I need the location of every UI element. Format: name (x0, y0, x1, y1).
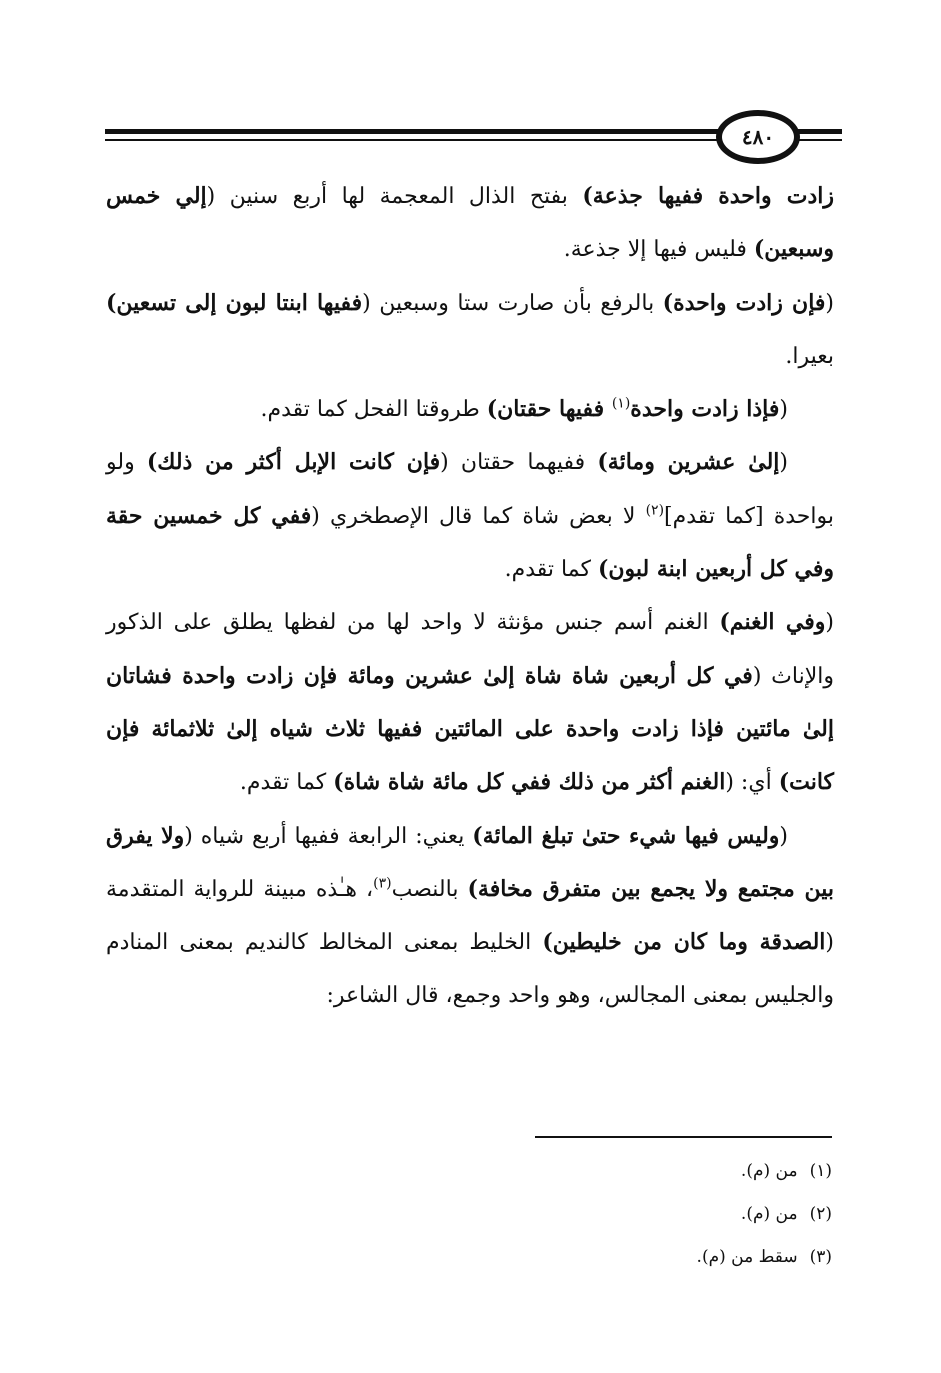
footnote-marker: (٣) (373, 875, 392, 892)
footnote-text: من (م). (740, 1161, 798, 1181)
bold-text: إلي خمس وسبعين) (106, 183, 834, 263)
paragraph (106, 436, 834, 596)
text-segment: كما تقدم. (504, 557, 598, 583)
bold-text: وليس فيها شيء حتىٰ تبلغ المائة) (472, 822, 780, 849)
text-segment: ، هـٰذه مبينة للرواية المتقدمة ( (106, 876, 835, 956)
text-segment: أي: ( (725, 770, 779, 796)
paragraph (106, 170, 834, 277)
footnote (500, 1236, 832, 1279)
bold-text: ففيها ابنتا لبون إلى تسعين) (106, 289, 363, 316)
bold-text: إلىٰ عشرين ومائة) (597, 449, 780, 476)
text-segment: ففيهما حقتان ( (440, 450, 598, 476)
footnote-marker: (١) (611, 395, 631, 412)
text-segment: فليس فيها إلا جذعة. (563, 237, 754, 263)
page-number: ٤٨٠ (741, 125, 775, 149)
footnote-text: سقط من (م). (696, 1247, 798, 1267)
text-segment: الغنم أسم جنس مؤنثة لا واحد لها من لفظها يطلق على الذكور والإناث ( (106, 610, 834, 689)
bold-text: ففيها حقتان) (486, 396, 612, 423)
bold-text: في كل أربعين شاة شاة إلىٰ عشرين ومائة فإن زادت واحدة فشاتان إلىٰ مائتين فإذا زادت واحدة على المائتين ففيها ثلاث شياه إلىٰ ثلاثمائة فإن كانت) (106, 662, 834, 796)
paragraph (106, 810, 834, 1023)
text-segment: بعيرا. (785, 343, 834, 369)
footnote-marker: (٢) (645, 502, 665, 519)
bold-text: فإذا زادت واحدة (630, 396, 780, 423)
bold-text: فإن زادت واحدة) (662, 289, 826, 316)
text-segment: بالنصب (391, 876, 468, 902)
text-segment: لا بعض شاة كما قال الإصطخري ( (311, 503, 646, 529)
text-segment: ولو بواحدة [كما تقدم] (106, 450, 834, 529)
bold-text: فإن كانت الإبل أكثر من ذلك) (146, 449, 441, 476)
text-segment: ( (825, 290, 835, 316)
footnote (500, 1193, 832, 1236)
bold-text: الغنم أكثر من ذلك ففي كل مائة شاة شاة) (333, 769, 726, 796)
footnote-number: (٣) (809, 1247, 832, 1267)
bold-text: الصدقة وما كان من خليطين) (542, 929, 826, 956)
bold-text: زادت واحدة ففيها جذعة) (582, 183, 834, 209)
paragraph (106, 383, 834, 436)
text-segment: ( (779, 450, 789, 476)
text-segment: الخليط بمعنى المخالط كالنديم بمعنى المنادم والجليس بمعنى المجالس، وهو واحد وجمع، قال الشاعر: (106, 930, 834, 1009)
text-segment: ( (825, 610, 834, 636)
footnote-separator (535, 1136, 832, 1138)
footnote-text: من (م). (740, 1204, 798, 1224)
text-segment: كما تقدم. (239, 770, 334, 796)
text-segment: بالرفع بأن صارت ستا وسبعين ( (362, 290, 663, 316)
text-segment: ( (779, 397, 788, 423)
footnote-number: (٢) (809, 1204, 832, 1224)
text-segment: طروقتا الفحل كما تقدم. (260, 397, 487, 423)
text-segment: يعني: الرابعة ففيها أربع شياه ( (184, 823, 473, 849)
footnotes (500, 1150, 832, 1279)
footnote (500, 1150, 832, 1193)
text-segment: ( (779, 823, 788, 849)
footnote-number: (١) (809, 1161, 832, 1181)
bold-text: وفي الغنم) (719, 609, 826, 636)
bold-text: ولا يفرق بين مجتمع ولا يجمع بين متفرق مخافة) (106, 822, 834, 902)
paragraph (106, 596, 834, 809)
page-number-frame (716, 110, 800, 164)
text-segment: بفتح الذال المعجمة لها أربع سنين ( (206, 184, 583, 209)
main-text (106, 170, 834, 1023)
paragraph (106, 277, 834, 384)
bold-text: ففي كل خمسين حقة وفي كل أربعين ابنة لبون) (106, 502, 834, 583)
